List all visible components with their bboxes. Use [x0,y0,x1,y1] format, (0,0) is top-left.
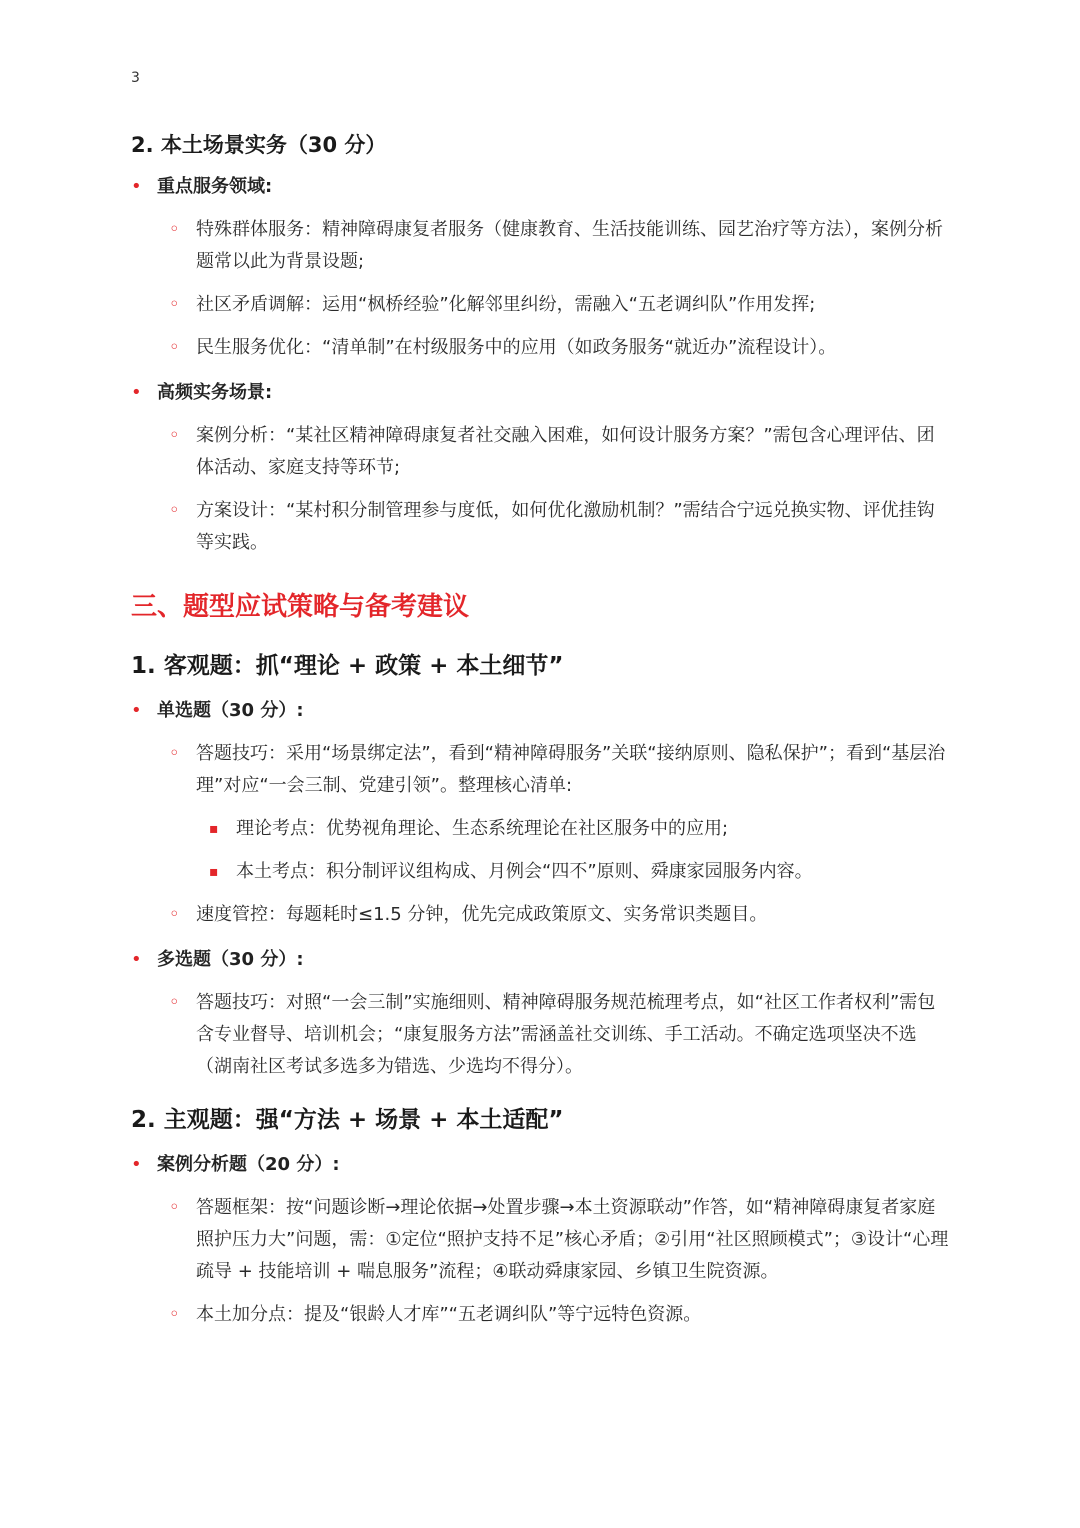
label-single-choice: • 单选题（30 分）: [131,697,951,725]
list-item: ◦ 答题技巧：采用“场景绑定法”，看到“精神障碍服务”关联“接纳原则、隐私保护”；看到“基层治理”对应“一会三制、党建引领”。整理核心清单: [196,738,951,802]
list-item: ◦ 本土加分点：提及“银龄人才库”“五老调纠队”等宁远特色资源。 [196,1299,951,1331]
list-item: ◦ 速度管控：每题耗时≤1.5 分钟，优先完成政策原文、实务常识类题目。 [196,899,951,931]
label-focus-areas: • 重点服务领域: [131,173,951,201]
list-item: ◦ 民生服务优化：“清单制”在村级服务中的应用（如政务服务“就近办”流程设计）。 [196,332,951,364]
list-item: ▪ 理论考点：优势视角理论、生态系统理论在社区服务中的应用; [236,813,951,845]
section-title: 三、题型应试策略与备考建议 [131,592,470,622]
label-high-frequency: • 高频实务场景: [131,379,951,407]
label-case-analysis: • 案例分析题（20 分）: [131,1151,951,1179]
list-item: ◦ 特殊群体服务：精神障碍康复者服务（健康教育、生活技能训练、园艺治疗等方法），案例分析题常以此为背景设题; [196,214,951,278]
page-number: 3 [131,70,140,86]
heading-subjective: 2. 主观题：强“方法 + 场景 + 本土适配” [131,1107,564,1133]
list-item: ◦ 案例分析：“某社区精神障碍康复者社交融入困难，如何设计服务方案？”需包含心理评估、团体活动、家庭支持等环节; [196,420,951,484]
label-multi-choice: • 多选题（30 分）: [131,946,951,974]
heading-local-practice: 2. 本土场景实务（30 分） [131,133,387,157]
list-item: ◦ 社区矛盾调解：运用“枫桥经验”化解邻里纠纷，需融入“五老调纠队”作用发挥; [196,289,951,321]
heading-objective: 1. 客观题：抓“理论 + 政策 + 本土细节” [131,653,564,679]
list-item: ◦ 答题技巧：对照“一会三制”实施细则、精神障碍服务规范梳理考点，如“社区工作者权利”需包含专业督导、培训机会；“康复服务方法”需涵盖社交训练、手工活动。不确定选项坚决不选（湖南社区考试多选多为错选、少选均不得分）。 [196,987,951,1083]
document-body [131,130,951,1331]
list-item: ◦ 方案设计：“某村积分制管理参与度低，如何优化激励机制？”需结合宁远兑换实物、评优挂钩等实践。 [196,495,951,559]
list-item: ◦ 答题框架：按“问题诊断→理论依据→处置步骤→本土资源联动”作答，如“精神障碍康复者家庭照护压力大”问题，需：①定位“照护支持不足”核心矛盾；②引用“社区照顾模式”；③设计“心理疏导 + 技能培训 + 喘息服务”流程；④联动舜康家园、乡镇卫生院资源。 [196,1192,951,1288]
list-item: ▪ 本土考点：积分制评议组构成、月例会“四不”原则、舜康家园服务内容。 [236,856,951,888]
